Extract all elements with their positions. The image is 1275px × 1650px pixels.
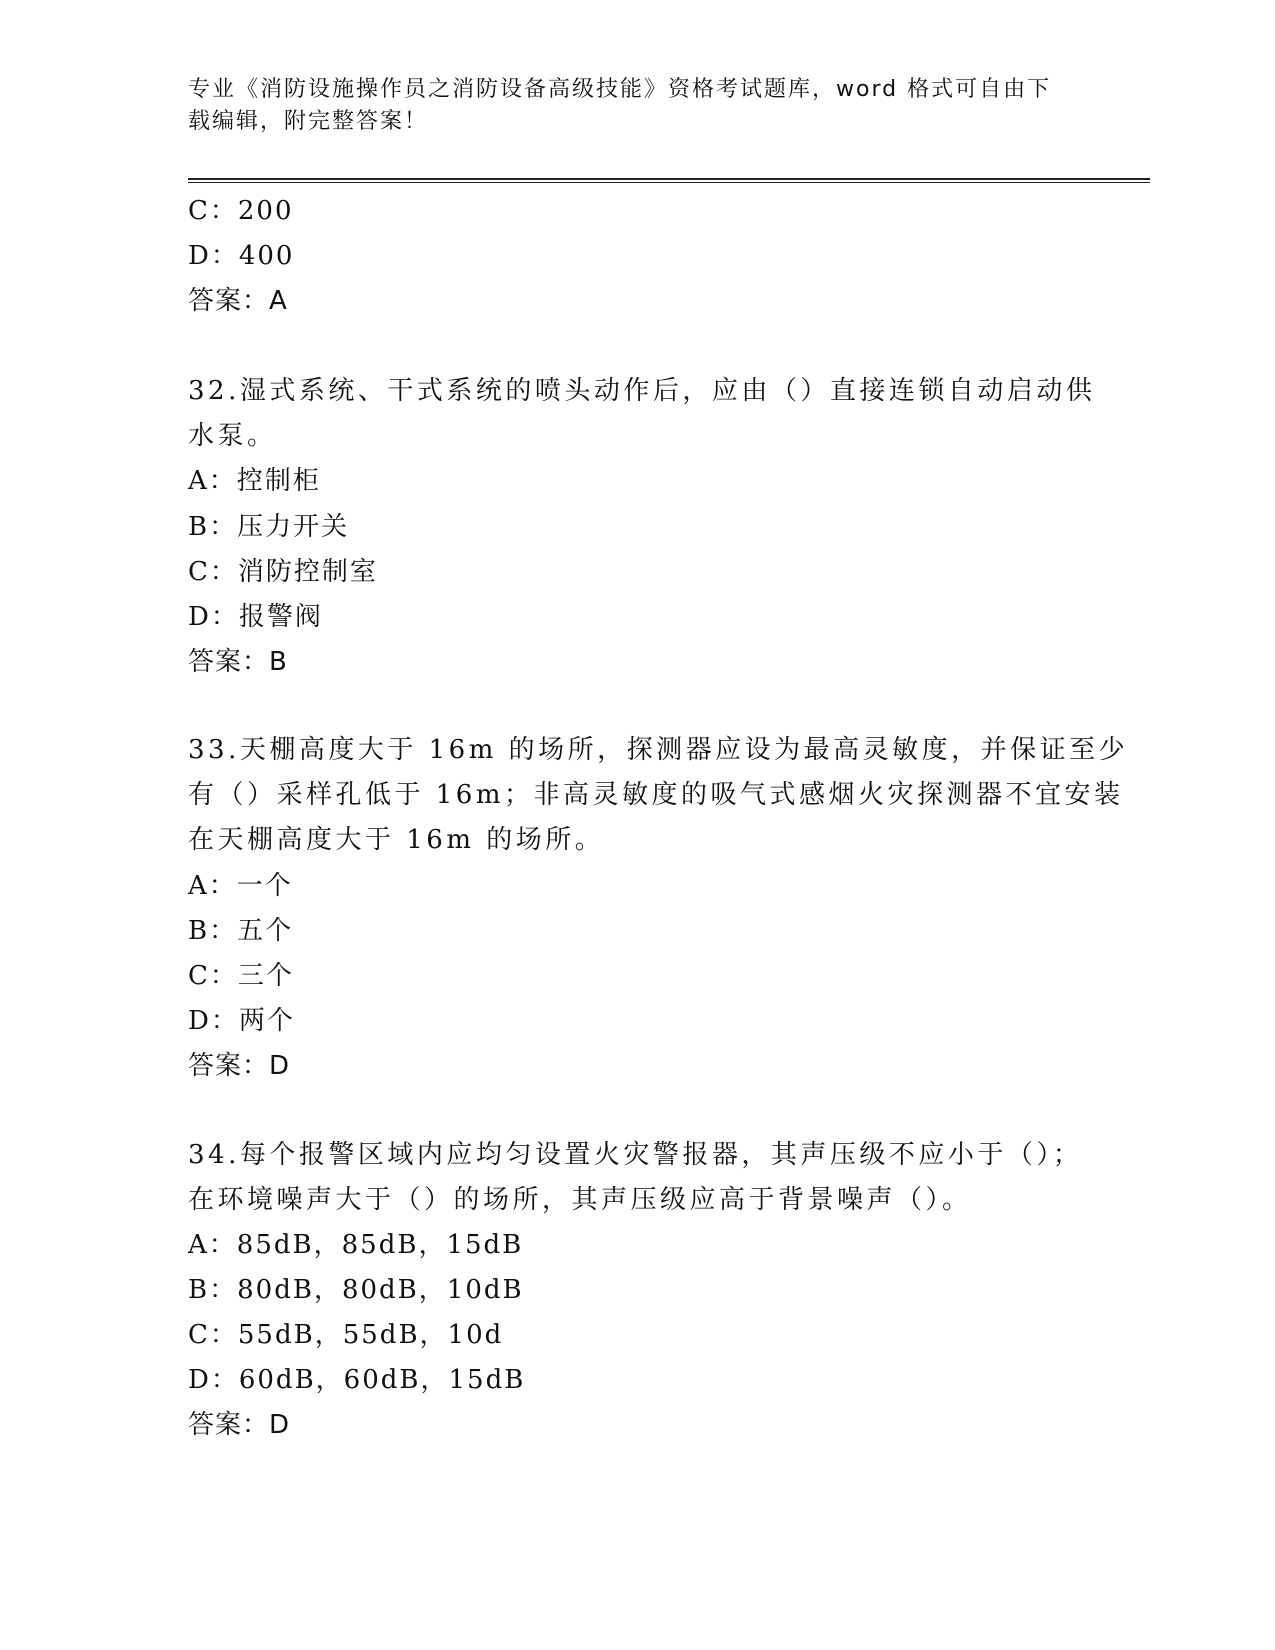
q32-text-line-2: 水泵。 bbox=[188, 421, 277, 451]
q34-text-line-2: 在环境噪声大于（）的场所，其声压级应高于背景噪声（）。 bbox=[188, 1185, 972, 1215]
prev-option-d: D：400 bbox=[188, 241, 295, 271]
q32-option-c: C：消防控制室 bbox=[188, 557, 378, 587]
q33-option-b: B：五个 bbox=[188, 916, 294, 946]
q33-option-d: D：两个 bbox=[188, 1006, 295, 1036]
q34-text-line-1: 34.每个报警区域内应均匀设置火灾警报器，其声压级不应小于（）； bbox=[188, 1140, 1083, 1170]
q32-answer: 答案：B bbox=[188, 647, 288, 677]
q34-answer: 答案：D bbox=[188, 1410, 291, 1440]
header-line-1: 专业《消防设施操作员之消防设备高级技能》资格考试题库，word 格式可自由下 bbox=[188, 77, 1052, 102]
q34-option-b: B：80dB，80dB，10dB bbox=[188, 1275, 524, 1305]
q33-option-a: A：一个 bbox=[188, 871, 293, 901]
prev-answer: 答案：A bbox=[188, 286, 288, 316]
q33-text-line-2: 有（）采样孔低于 16m；非高灵敏度的吸气式感烟火灾探测器不宜安装 bbox=[188, 780, 1124, 810]
q33-text-line-1: 33.天棚高度大于 16m 的场所，探测器应设为最高灵敏度，并保证至少 bbox=[188, 735, 1129, 765]
q33-text-line-3: 在天棚高度大于 16m 的场所。 bbox=[188, 825, 605, 855]
q32-option-d: D：报警阀 bbox=[188, 602, 323, 632]
q32-text-line-1: 32.湿式系统、干式系统的喷头动作后，应由（）直接连锁自动启动供 bbox=[188, 376, 1096, 406]
document-header bbox=[188, 74, 1088, 138]
q34-option-d: D：60dB，60dB，15dB bbox=[188, 1365, 526, 1395]
header-line-2: 载编辑，附完整答案！ bbox=[188, 109, 429, 134]
q32-option-b: B：压力开关 bbox=[188, 512, 350, 542]
prev-option-c: C：200 bbox=[188, 196, 294, 226]
q32-option-a: A：控制柜 bbox=[188, 466, 321, 496]
q34-option-a: A：85dB，85dB，15dB bbox=[188, 1230, 524, 1260]
q34-option-c: C：55dB，55dB，10d bbox=[188, 1320, 504, 1350]
q33-option-c: C：三个 bbox=[188, 961, 294, 991]
q33-answer: 答案：D bbox=[188, 1051, 291, 1081]
header-divider-thick bbox=[188, 178, 1150, 180]
header-divider-thin bbox=[188, 182, 1150, 183]
